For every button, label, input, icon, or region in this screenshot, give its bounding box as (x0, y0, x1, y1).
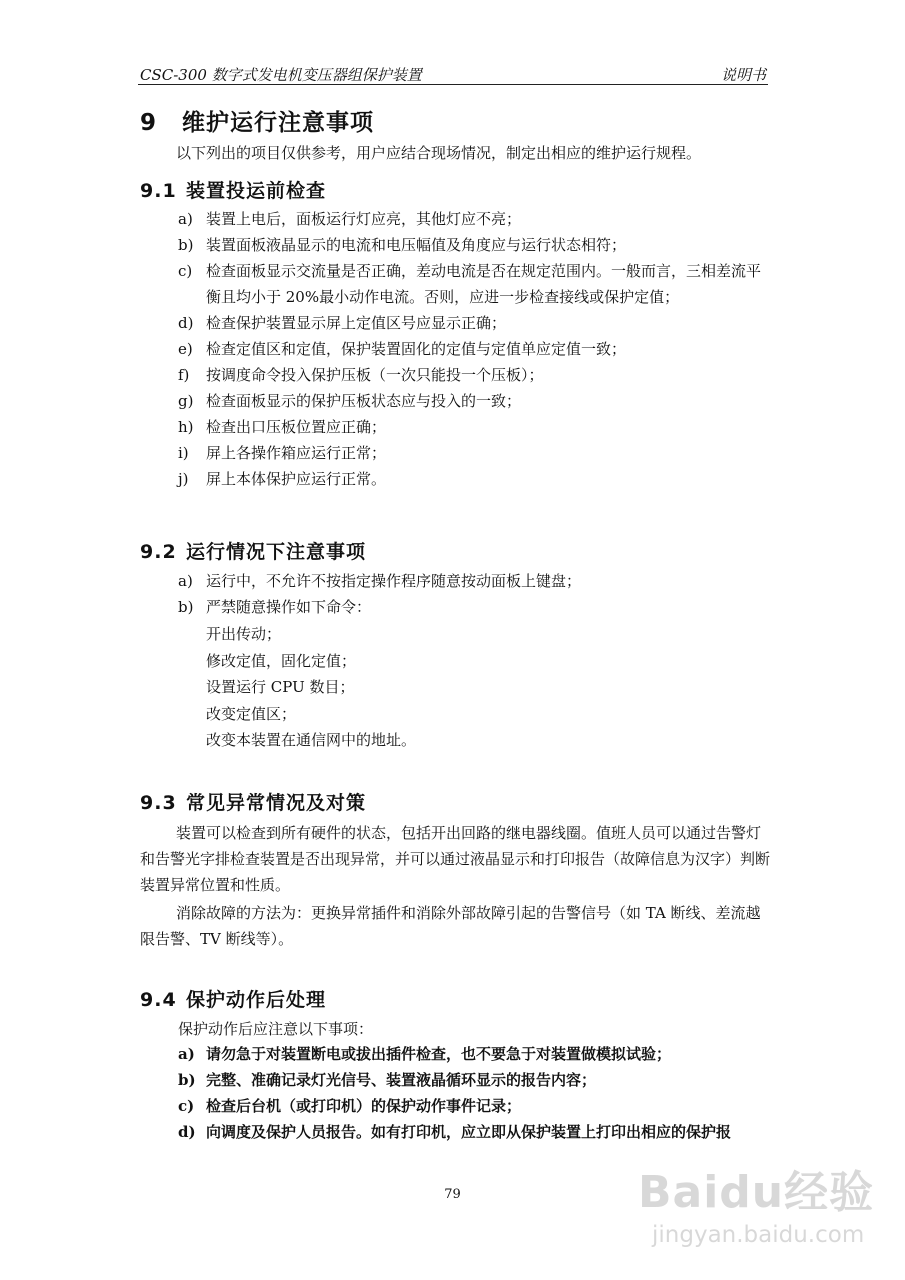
list-marker: a) (178, 1045, 195, 1063)
list-item (178, 388, 770, 414)
list-marker: b) (178, 598, 194, 616)
operation-list (178, 568, 770, 620)
watermark-url: jingyan.baidu.com (652, 1222, 865, 1248)
list-item-text: 检查面板显示的保护压板状态应与投入的一致； (206, 392, 522, 410)
list-item-text: 检查保护装置显示屏上定值区号应显示正确； (206, 314, 507, 332)
section-number: 9.4 (140, 989, 177, 1011)
chapter-title: 维护运行注意事项 (182, 110, 374, 136)
list-item-text: 检查后台机（或打印机）的保护动作事件记录； (206, 1097, 522, 1115)
section-heading-9-3 (140, 788, 366, 815)
command-item: 设置运行 CPU 数目； (206, 678, 355, 696)
header-doc-type: 说明书 (720, 66, 766, 84)
list-item (178, 1067, 770, 1093)
command-item: 修改定值，固化定值； (206, 651, 357, 670)
list-marker: c) (178, 1097, 195, 1115)
list-item (178, 1093, 770, 1119)
list-marker: j) (178, 470, 189, 488)
list-marker: g) (178, 392, 194, 410)
list-marker: i) (178, 444, 189, 462)
list-marker: b) (178, 236, 194, 254)
list-item (178, 310, 770, 336)
list-item-text: 屏上各操作箱应运行正常； (206, 444, 387, 462)
list-item-text: 屏上本体保护应运行正常。 (206, 470, 387, 488)
section-title: 运行情况下注意事项 (186, 541, 367, 563)
section-heading-9-4 (140, 985, 326, 1012)
list-marker: a) (178, 572, 193, 590)
list-item-text: 检查面板显示交流量是否正确，差动电流是否在规定范围内。一般而言，三相差流平衡且均小于 20%最小动作电流。否则，应进一步检查接线或保护定值； (206, 262, 762, 306)
list-marker: f) (178, 366, 190, 384)
chapter-heading (140, 104, 374, 137)
list-marker: d) (178, 314, 194, 332)
list-marker: e) (178, 340, 193, 358)
list-item (178, 232, 770, 258)
header-title: CSC-300 数字式发电机变压器组保护装置 (140, 66, 422, 84)
chapter-intro: 以下列出的项目仅供参考，用户应结合现场情况，制定出相应的维护运行规程。 (176, 144, 702, 162)
list-item-text: 检查定值区和定值，保护装置固化的定值与定值单应定值一致； (206, 340, 627, 358)
list-item-text: 运行中，不允许不按指定操作程序随意按动面板上键盘； (206, 572, 582, 590)
forbidden-commands-list (206, 621, 416, 754)
list-item-text: 向调度及保护人员报告。如有打印机，应立即从保护装置上打印出相应的保护报 (206, 1123, 732, 1141)
section-number: 9.3 (140, 792, 177, 814)
list-item-text: 请勿急于对装置断电或拔出插件检查，也不要急于对装置做模拟试验； (206, 1045, 672, 1063)
list-marker: d) (178, 1123, 196, 1141)
command-item: 改变本装置在通信网中的地址。 (206, 731, 417, 749)
section-number: 9.2 (140, 541, 177, 563)
list-item (178, 1041, 770, 1067)
section-heading-9-2 (140, 537, 366, 564)
section-paragraph: 装置可以检查到所有硬件的状态，包括开出回路的继电器线圈。值班人员可以通过告警灯和告警光字排检查装置是否出现异常，并可以通过液晶显示和打印报告（故障信息为汉字）判断装置异常位置和性质。 (140, 824, 771, 894)
list-marker: a) (178, 210, 193, 228)
section-heading-9-1 (140, 176, 326, 203)
list-item (178, 336, 770, 362)
section-title: 保护动作后处理 (186, 989, 327, 1011)
command-item: 开出传动； (206, 625, 282, 643)
post-trip-list (178, 1041, 770, 1145)
list-item-text: 严禁随意操作如下命令： (206, 598, 372, 616)
list-item (178, 206, 770, 232)
precheck-list (178, 206, 770, 492)
section-intro: 保护动作后应注意以下事项： (178, 1020, 374, 1038)
list-item (178, 414, 770, 440)
section-title: 常见异常情况及对策 (186, 792, 367, 814)
list-item (178, 594, 770, 620)
page-header (138, 62, 768, 85)
list-item (178, 440, 770, 466)
list-item-text: 完整、准确记录灯光信号、装置液晶循环显示的报告内容； (206, 1071, 597, 1089)
section-number: 9.1 (140, 180, 177, 202)
list-item-text: 装置上电后，面板运行灯应亮，其他灯应不亮； (206, 210, 522, 228)
list-item-text: 检查出口压板位置应正确； (206, 418, 387, 436)
list-item (178, 466, 770, 492)
list-item (178, 258, 770, 310)
list-marker: h) (178, 418, 194, 436)
command-item: 改变定值区； (206, 704, 297, 723)
list-item (178, 568, 770, 594)
chapter-number: 9 (140, 110, 158, 136)
list-marker: b) (178, 1071, 196, 1089)
page-number: 79 (444, 1187, 461, 1202)
section-title: 装置投运前检查 (186, 180, 327, 202)
section-paragraph: 消除故障的方法为：更换异常插件和消除外部故障引起的告警信号（如 TA 断线、差流越限告警、TV 断线等）。 (140, 904, 761, 948)
baidu-jingyan-watermark (638, 1140, 878, 1270)
list-item-text: 按调度命令投入保护压板（一次只能投一个压板）； (206, 366, 544, 384)
watermark-logo: Baidu经验 (638, 1167, 875, 1218)
list-item (178, 362, 770, 388)
list-marker: c) (178, 262, 193, 280)
list-item-text: 装置面板液晶显示的电流和电压幅值及角度应与运行状态相符； (206, 236, 627, 254)
